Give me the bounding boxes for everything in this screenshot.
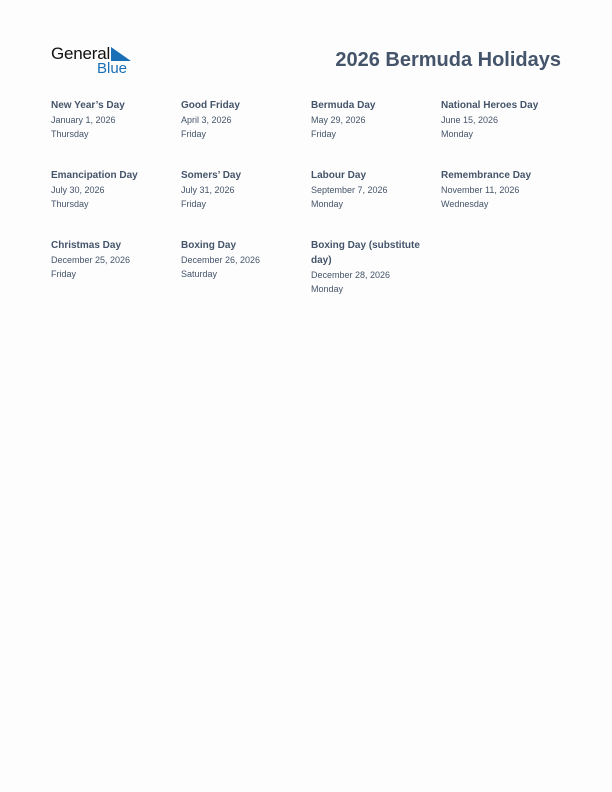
holiday-entry <box>311 168 436 211</box>
holiday-entry <box>311 238 429 296</box>
general-blue-logo <box>51 44 141 78</box>
logo-text-blue: Blue <box>97 60 128 77</box>
holiday-entry <box>51 98 176 141</box>
holiday-entry <box>181 168 306 211</box>
holiday-entry <box>51 168 176 211</box>
holiday-name: Christmas Day <box>51 240 122 251</box>
holiday-name: New Year’s Day <box>51 100 125 111</box>
holiday-date: November 11, 2026 <box>441 185 520 195</box>
holiday-weekday: Monday <box>311 284 344 294</box>
holiday-weekday: Thursday <box>51 129 89 139</box>
holiday-name: Labour Day <box>311 170 367 181</box>
holiday-entry <box>181 238 306 281</box>
holiday-date: September 7, 2026 <box>311 185 388 195</box>
holiday-name: Remembrance Day <box>441 170 532 181</box>
holiday-name: Somers’ Day <box>181 170 242 181</box>
holiday-name: Boxing Day <box>181 240 237 251</box>
holiday-date: June 15, 2026 <box>441 115 499 125</box>
holiday-name: Boxing Day (substitute day) <box>311 240 420 266</box>
holiday-entry <box>441 168 566 211</box>
holiday-entry <box>51 238 176 281</box>
holiday-date: May 29, 2026 <box>311 115 366 125</box>
page-title: 2026 Bermuda Holidays <box>335 49 561 71</box>
holiday-weekday: Friday <box>181 199 207 209</box>
holiday-date: January 1, 2026 <box>51 115 116 125</box>
holiday-entry <box>311 98 436 141</box>
holiday-weekday: Friday <box>181 129 207 139</box>
holiday-name: Emancipation Day <box>51 170 138 181</box>
holiday-name: National Heroes Day <box>441 100 539 111</box>
holiday-weekday: Monday <box>441 129 474 139</box>
holiday-weekday: Friday <box>51 269 77 279</box>
holiday-date: April 3, 2026 <box>181 115 232 125</box>
logo-text-general: General <box>51 44 111 63</box>
holiday-name: Good Friday <box>181 100 240 111</box>
holiday-weekday: Friday <box>311 129 337 139</box>
holiday-weekday: Wednesday <box>441 199 489 209</box>
holiday-date: December 25, 2026 <box>51 255 131 265</box>
logo-triangle-icon <box>111 47 131 61</box>
holiday-weekday: Saturday <box>181 269 218 279</box>
holiday-entry <box>181 98 306 141</box>
holiday-date: July 31, 2026 <box>181 185 235 195</box>
holiday-weekday: Monday <box>311 199 344 209</box>
holiday-date: December 26, 2026 <box>181 255 261 265</box>
holiday-date: July 30, 2026 <box>51 185 105 195</box>
holiday-weekday: Thursday <box>51 199 89 209</box>
holiday-date: December 28, 2026 <box>311 270 391 280</box>
holiday-entry <box>441 98 566 141</box>
holiday-name: Bermuda Day <box>311 100 376 111</box>
